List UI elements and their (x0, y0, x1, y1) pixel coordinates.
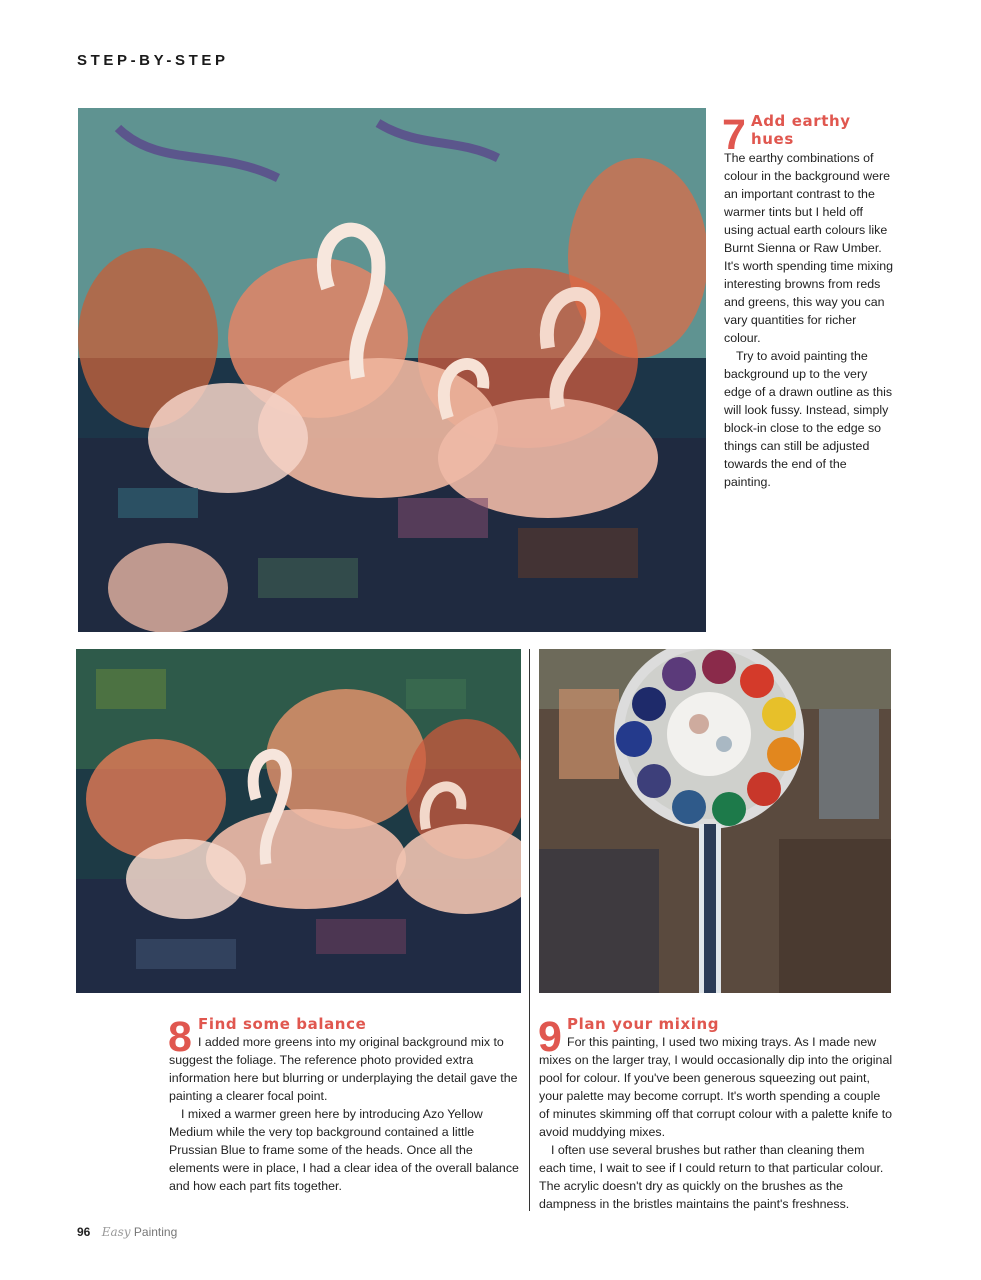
magazine-name-painting: Painting (133, 1225, 178, 1239)
palette-step-9-image (539, 649, 891, 993)
step-7-paragraph-1: The earthy combinations of colour in the background were an important contrast to the warmer tints but I held off using actual earth colours like Burnt Sienna or Raw Umber. It's worth spending time mixing interesting browns from reds and greens, this way you can vary quantities for richer colour. (724, 151, 894, 345)
step-9-paragraph-1: For this painting, I used two mixing trays. As I made new mixes on the larger tray, I would occasionally dip into the original pool for colour. If you've been generous squeezing out paint, your palette may become corrupt. It's worth spending a couple of minutes skimming off that corrupt colour with a palette knife to avoid muddying mixes. (539, 1035, 893, 1139)
painting-step-8-image (76, 649, 521, 993)
step-7-number: 7 (722, 111, 746, 159)
step-9-body (539, 1033, 893, 1213)
magazine-name-easy: Easy (101, 1225, 131, 1239)
step-7-paragraph-2: Try to avoid painting the background up to the very edge of a drawn outline as this will look fussy. Instead, simply block-in close to the edge so things can still be adjusted towards the end of the painting. (724, 349, 893, 489)
step-7-body (724, 149, 894, 491)
step-8-paragraph-1: I added more greens into my original background mix to suggest the foliage. The reference photo provided extra information here but blurring or underplaying the detail gave the painting a clearer focal point. (169, 1035, 518, 1103)
step-8-title: Find some balance (198, 1015, 367, 1033)
painting-step-7-image (78, 108, 706, 632)
section-label: STEP-BY-STEP (77, 52, 229, 69)
step-7-title: Add earthy hues (751, 112, 851, 148)
step-9-title: Plan your mixing (567, 1015, 720, 1033)
step-8-body (169, 1033, 521, 1195)
step-9-number: 9 (538, 1013, 562, 1061)
step-8-paragraph-2: I mixed a warmer green here by introducing Azo Yellow Medium while the very top background contained a little Prussian Blue to frame some of the heads. Once all the elements were in place, I had a clear idea of the overall balance and how each part fits together. (169, 1107, 519, 1193)
page-footer (77, 1225, 177, 1239)
page-number: 96 (77, 1225, 91, 1239)
step-8-number: 8 (168, 1013, 192, 1061)
step-9-paragraph-2: I often use several brushes but rather than cleaning them each time, I wait to see if I could return to that particular colour. The acrylic doesn't dry as quickly on the brushes as the dampness in the bristles maintains the paint's freshness. (539, 1143, 884, 1211)
column-divider (529, 649, 530, 1211)
